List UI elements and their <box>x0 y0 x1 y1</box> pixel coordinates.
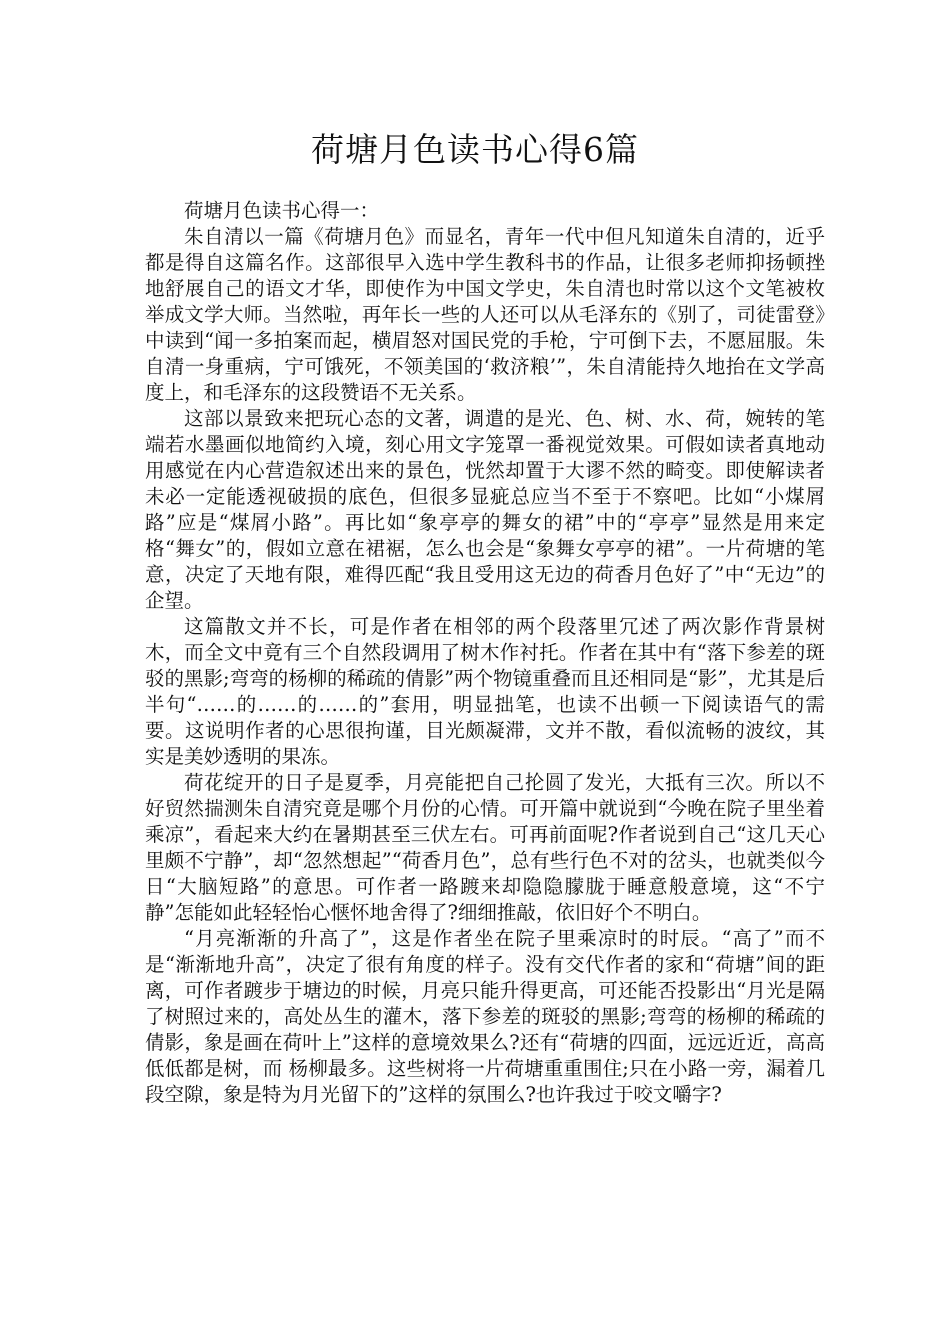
section-heading: 荷塘月色读书心得一： <box>184 199 380 222</box>
paragraph: 荷花绽开的日子是夏季，月亮能把自己抡圆了发光，大抵有三次。所以不好贸然揣测朱自清究竟是哪个月份的心情。可开篇中就说到“今晚在院子里坐着乘凉”，看起来大约在暑期甚至三伏左右。可再前面呢?作者说到自己“这几天心里颇不宁静”，却“忽然想起”“荷香月色”，总有些行色不对的岔头，也就类似今日“大脑短路”的意思。可作者一路踱来却隐隐朦胧于睡意般意境，这“不宁静”怎能如此轻轻怡心惬怀地舍得了?细细推敲，依旧好个不明白。 <box>145 771 825 924</box>
paragraph: “月亮渐渐的升高了”，这是作者坐在院子里乘凉时的时辰。“高了”而不是“渐渐地升高”，决定了很有角度的样子。没有交代作者的家和“荷塘”间的距离，可作者踱步于塘边的时候，月亮只能升得更高，可还能否投影出“月光是隔了树照过来的，高处丛生的灌木，落下参差的斑驳的黑影;弯弯的杨柳的稀疏的倩影，象是画在荷叶上”这样的意境效果么?还有“荷塘的四面，远远近近，高高低低都是树，而 杨柳最多。这些树将一片荷塘重重围住;只在小路一旁，漏着几段空隙，象是特为月光留下的”这样的氛围么?也许我过于咬文嚼字? <box>145 927 825 1106</box>
document-body <box>145 198 825 1108</box>
paragraph: 这篇散文并不长，可是作者在相邻的两个段落里冗述了两次影作背景树木，而全文中竟有三个自然段调用了树木作衬托。作者在其中有“落下参差的斑驳的黑影;弯弯的杨柳的稀疏的倩影”两个物镜重叠而且还相同是“影”，尤其是后半句“……的……的……的”套用，明显拙笔，也读不出顿一下阅读语气的需要。这说明作者的心思很拘谨，目光颇凝滞，文并不散，看似流畅的波纹，其实是美妙透明的果冻。 <box>145 615 825 768</box>
paragraph: 朱自清以一篇《荷塘月色》而显名，青年一代中但凡知道朱自清的，近乎都是得自这篇名作。这部很早入选中学生教科书的作品，让很多老师抑扬顿挫地舒展自己的语文才华，即使作为中国文学史，朱自清也时常以这个文笔被枚举成文学大师。当然啦，再年长一些的人还可以从毛泽东的《别了，司徒雷登》中读到“闻一多拍案而起，横眉怒对国民党的手枪，宁可倒下去，不愿屈服。朱自清一身重病，宁可饿死，不领美国的‘救济粮’”，朱自清能持久地抬在文学高度上，和毛泽东的这段赞语不无关系。 <box>145 225 825 404</box>
paragraph: 这部以景致来把玩心态的文著，调遣的是光、色、树、水、荷，婉转的笔端若水墨画似地简约入境，刻心用文字笼罩一番视觉效果。可假如读者真地动用感觉在内心营造叙述出来的景色，恍然却置于大谬不然的畸变。即使解读者未必一定能透视破损的底色，但很多显疵总应当不至于不察吧。比如“小煤屑路”应是“煤屑小路”。再比如“象亭亭的舞女的裙”中的“亭亭”显然是用来定格“舞女”的，假如立意在裙裾，怎么也会是“象舞女亭亭的裙”。一片荷塘的笔意，决定了天地有限，难得匹配“我且受用这无边的荷香月色好了”中“无边”的企望。 <box>145 407 825 612</box>
document-title: 荷塘月色读书心得6篇 <box>311 130 639 169</box>
